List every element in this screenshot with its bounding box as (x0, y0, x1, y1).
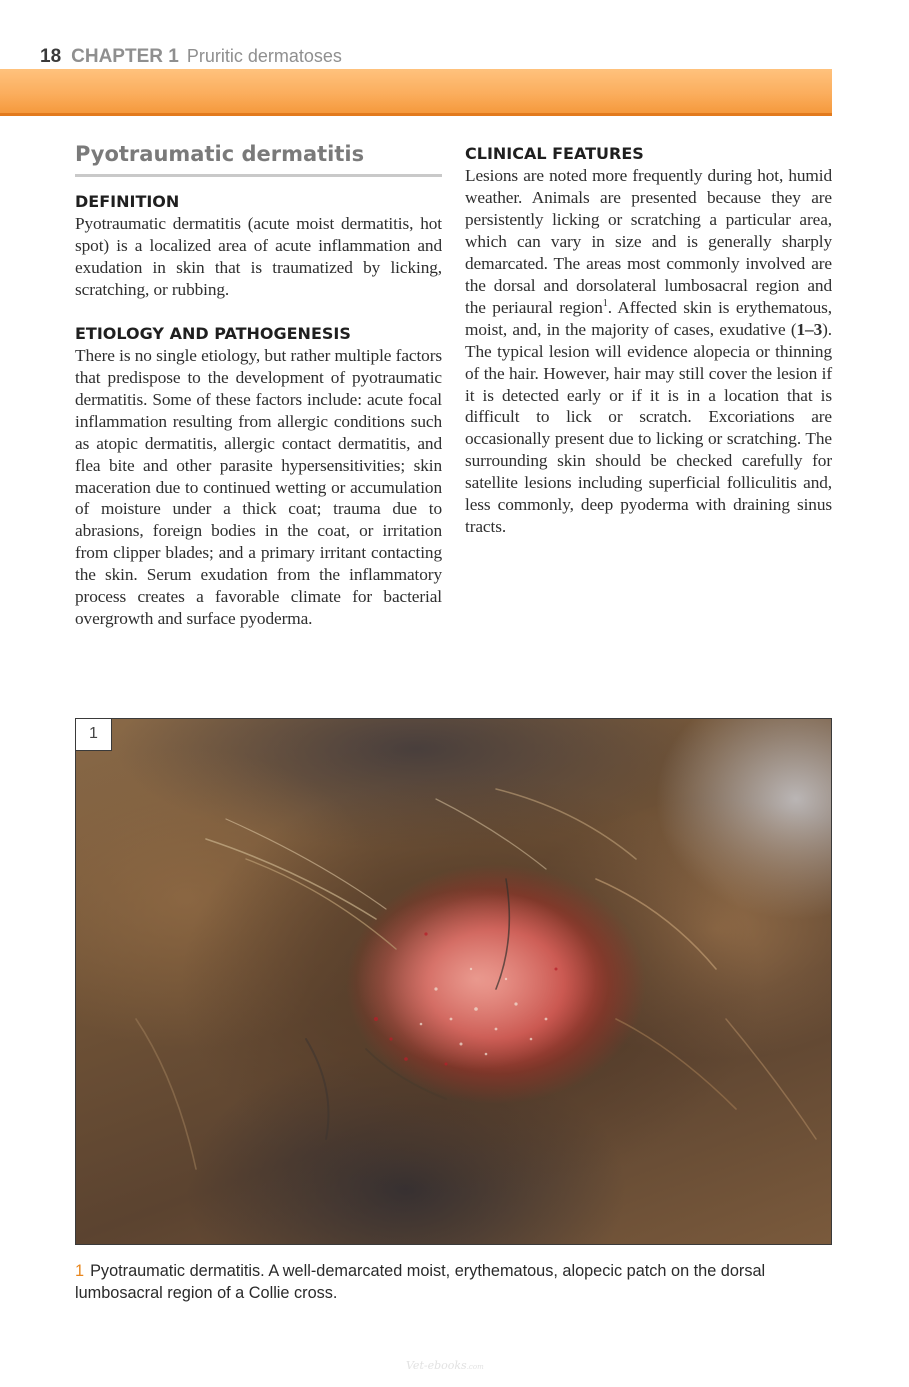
article-title: Pyotraumatic dermatitis (75, 140, 442, 177)
definition-heading: DEFINITION (75, 192, 180, 211)
right-column (465, 140, 832, 538)
watermark (406, 1359, 484, 1372)
reference-superscript: 1 (602, 297, 608, 309)
clinical-text-part-1: Lesions are noted more frequently during hot, humid weather. Animals are presented because they are persistently licking or scratching a particular area, which can vary in size and is generally sharply demarcated. The areas most commonly involved are the dorsal and dorsolateral lumbosacral region and the periaural region (465, 166, 832, 317)
figure-reference: 1–3 (796, 319, 823, 339)
clinical-text-part-3: ). The typical lesion will evidence alopecia or thinning of the hair. However, hair may still cover the lesion if it is detected early or if it is in a location that is difficult to lick or scratch. Excoriations are occasionally present due to licking or scratching. The surrounding skin should be checked carefully for satellite lesions including superficial folliculitis and, less commonly, deep pyoderma with draining sinus tracts. (465, 319, 832, 537)
definition-text: Pyotraumatic dermatitis (acute moist dermatitis, hot spot) is a localized area of acute inflammation and exudation in skin that is traumatized by licking, scratching, or rubbing. (75, 214, 442, 299)
header-band (0, 69, 832, 116)
running-head (40, 44, 342, 69)
clinical-features-heading: CLINICAL FEATURES (465, 144, 644, 163)
left-column (75, 140, 442, 630)
watermark-text: Vet-ebooks (406, 1359, 467, 1372)
etiology-text: There is no single etiology, but rather multiple factors that predispose to the development of pyotraumatic dermatitis. Some of these factors include: acute focal inflammation resulting from allergic conditions such as atopic dermatitis, allergic contact dermatitis, and flea bite and other parasite hypersensitivities; skin maceration due to continued wetting or accumulation of moisture under a thick coat; trauma due to abrasions, foreign bodies in the coat, or irritation from clipper blades; and a primary irritant contacting the skin. Serum exudation from the inflammatory process creates a favorable climate for bacterial overgrowth and surface pyoderma. (75, 345, 442, 629)
clinical-features-text (465, 165, 832, 538)
caption-number: 1 (75, 1262, 85, 1280)
figure-label: 1 (76, 719, 112, 751)
chapter-label: CHAPTER 1 (71, 46, 179, 67)
watermark-suffix: .com (466, 1363, 484, 1371)
caption-text: Pyotraumatic dermatitis. A well-demarcated moist, erythematous, alopecic patch on the dorsal lumbosacral region of a Collie cross. (75, 1262, 766, 1302)
hair-texture (76, 719, 832, 1245)
figure-caption (75, 1261, 835, 1304)
chapter-title: Pruritic dermatoses (186, 46, 342, 66)
page-number: 18 (40, 46, 62, 67)
etiology-heading: ETIOLOGY AND PATHOGENESIS (75, 323, 351, 343)
clinical-text-part-2: . Affected skin is erythematous, moist, and, in the majority of cases, exudative ( (465, 297, 832, 339)
clinical-photo (75, 718, 832, 1245)
